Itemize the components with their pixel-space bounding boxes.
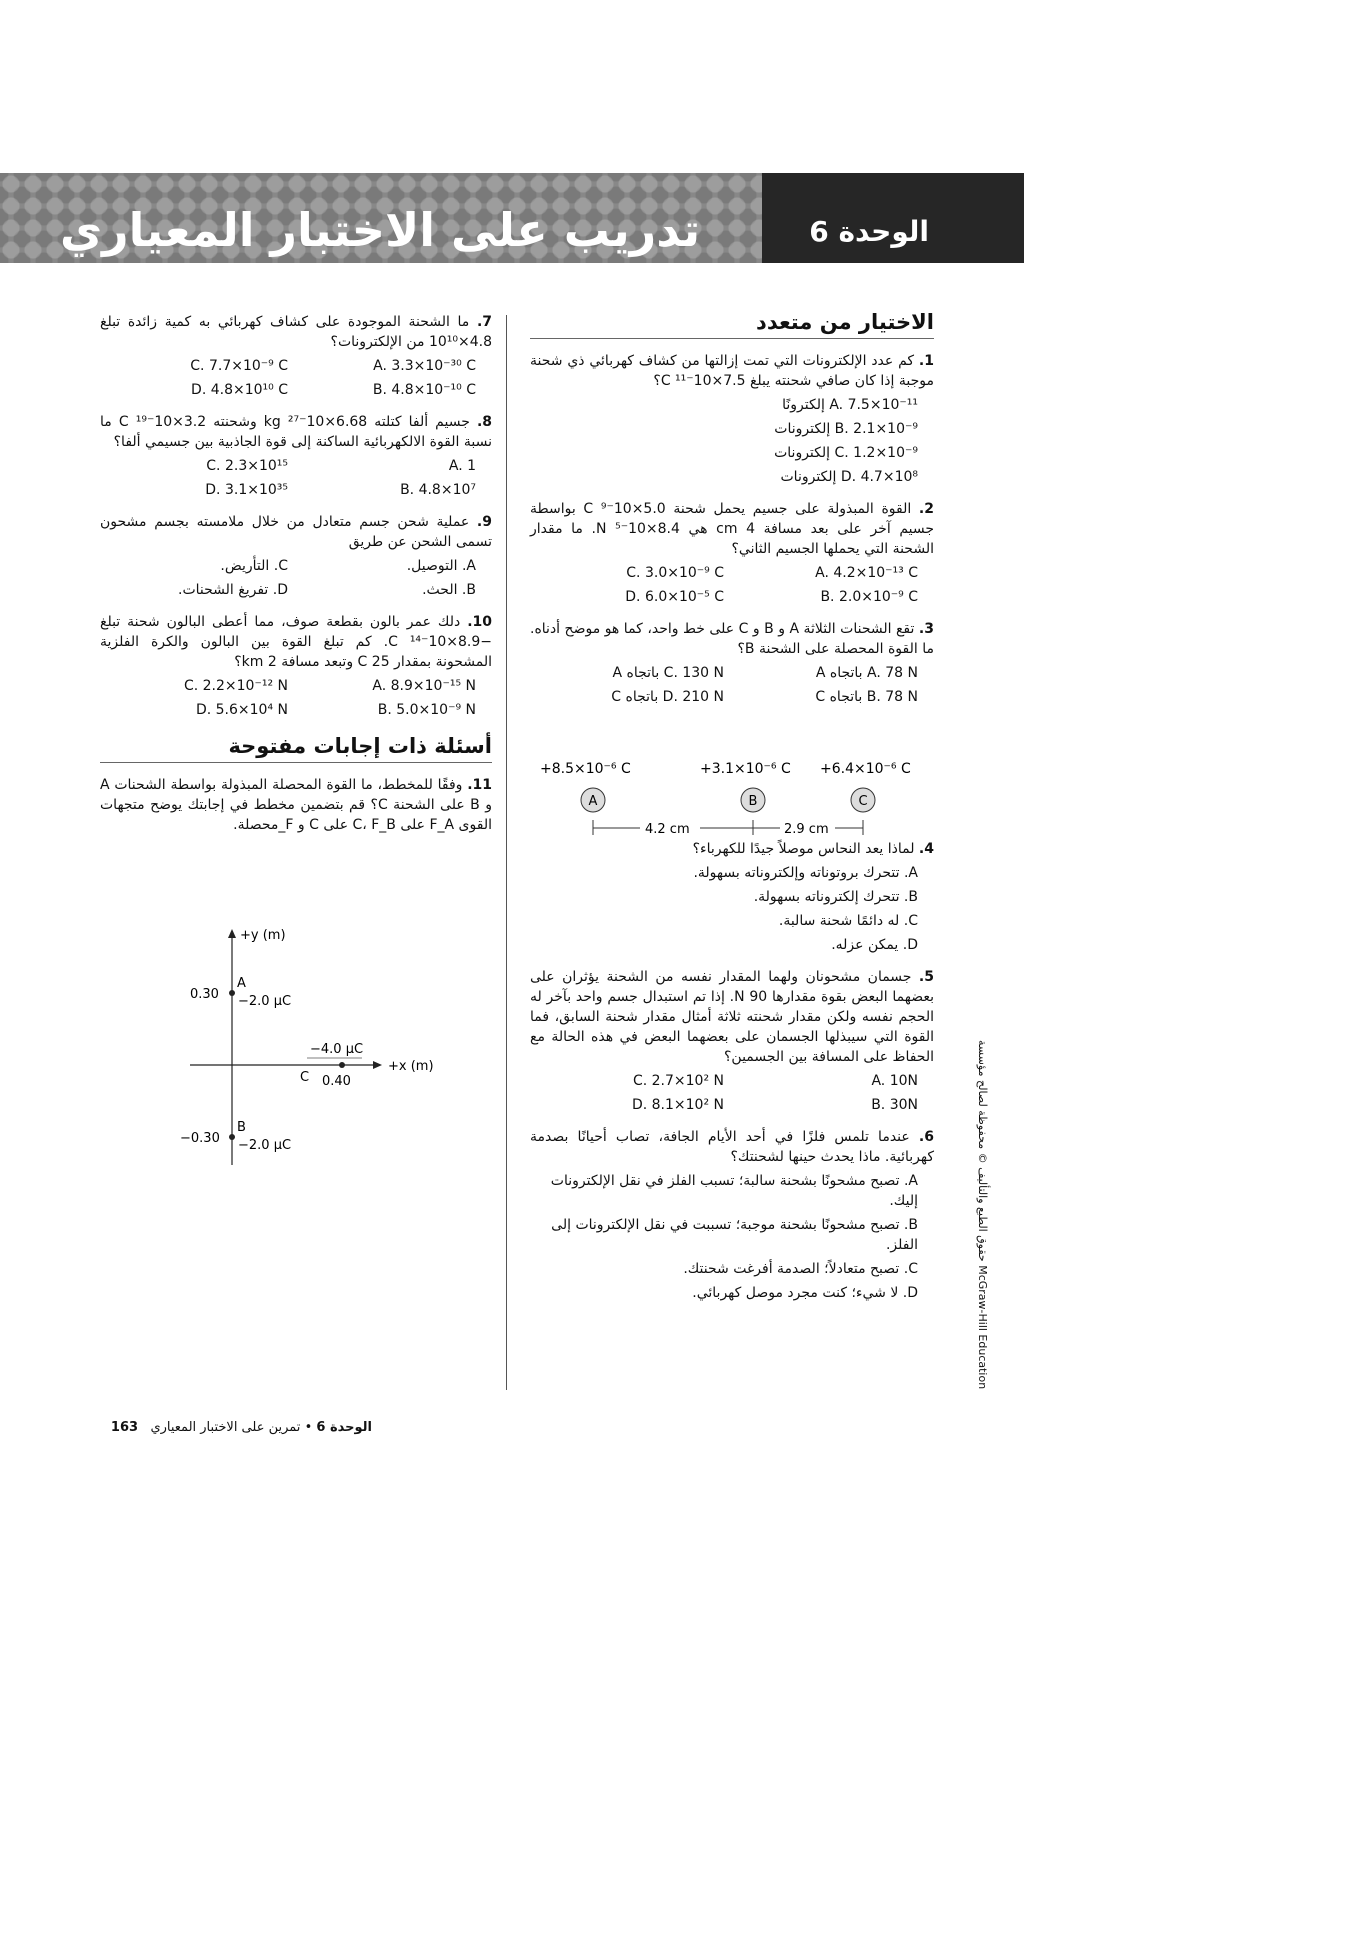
option[interactable]: D. 210 N باتجاه C (611, 689, 724, 705)
point-a-label: A (237, 976, 246, 991)
footer-title: تمرين على الاختبار المعياري (150, 1420, 301, 1435)
option[interactable]: D. لا شيء؛ كنت مجرد موصل كهربائي. (692, 1285, 918, 1301)
question-number: 3. (918, 621, 934, 637)
charge-c-value: +6.4×10⁻⁶ C (820, 761, 911, 777)
option[interactable]: A. 10N (871, 1073, 918, 1089)
question-2 (530, 499, 934, 607)
charge-b-label: B (748, 794, 758, 809)
left-column (100, 312, 492, 847)
question-3 (530, 619, 934, 707)
option[interactable]: B. 4.8×10⁻¹⁰ C (372, 382, 476, 398)
point-a-y: 0.30 (190, 987, 219, 1002)
y-axis-arrow (228, 929, 236, 938)
option[interactable]: A. 8.9×10⁻¹⁵ N (372, 678, 476, 694)
point-c-charge: −4.0 μC (310, 1042, 364, 1057)
footer-unit: الوحدة 6 (316, 1420, 372, 1435)
option[interactable]: D. 4.8×10¹⁰ C (191, 382, 288, 398)
section-rule (530, 338, 934, 339)
option[interactable]: B. 5.0×10⁻⁹ N (377, 702, 476, 718)
point-c-x: 0.40 (322, 1074, 351, 1089)
page-footer (72, 1420, 372, 1435)
page-title: تدريب على الاختبار المعياري (60, 203, 701, 257)
question-number: 11. (467, 777, 493, 793)
option[interactable]: C. 2.3×10¹⁵ (206, 458, 288, 474)
question-text: دلك عمر بالون بقطعة صوف، مما أعطى البالون شحنة تبلغ −8.9×10⁻¹⁴ C. كم تبلغ القوة بين البالون والكرة الفلزية المشحونة بمقدار 25 C وتبعد مسافة 2 km؟ (100, 614, 492, 670)
option[interactable]: B. 2.0×10⁻⁹ C (820, 589, 918, 605)
column-divider (506, 315, 507, 1390)
option[interactable]: C. له دائمًا شحنة سالبة. (778, 913, 918, 929)
x-axis-label: +x (m) (388, 1059, 434, 1074)
point-c-label: C (300, 1070, 310, 1085)
charge-b-value: +3.1×10⁻⁶ C (700, 761, 791, 777)
copyright-sidebar (975, 1040, 995, 1420)
question-text: ما الشحنة الموجودة على كشاف كهربائي به كمية زائدة تبلغ 4.8×10¹⁰ من الإلكترونات؟ (100, 314, 492, 350)
copyright-text: حقوق الطبع والتأليف © محفوظة لصالح مؤسسة McGraw-Hill Education (976, 1040, 989, 1390)
option[interactable]: A. تصبح مشحونًا بشحنة سالبة؛ تسبب الفلز في نقل الإلكترونات إليك. (550, 1173, 918, 1209)
option[interactable]: B. 30N (871, 1097, 918, 1113)
y-axis-label: +y (m) (240, 928, 286, 943)
option[interactable]: D. 3.1×10³⁵ (205, 482, 288, 498)
page-number: 163 (110, 1420, 139, 1435)
option[interactable]: B. الحث. (422, 582, 476, 598)
option[interactable]: C. 2.7×10² N (632, 1073, 724, 1089)
question-text: القوة المبذولة على جسيم يحمل شحنة 5.0×10⁻⁹ C بواسطة جسيم آخر على بعد مسافة 4 cm هي 8.4×10⁻⁵ N. ما مقدار الشحنة التي يحملها الجسيم الثاني؟ (530, 501, 935, 557)
question-number: 10. (467, 614, 492, 630)
question-4 (530, 839, 934, 955)
option[interactable]: C. 7.7×10⁻⁹ C (190, 358, 288, 374)
question-number: 5. (918, 969, 934, 985)
question-text: كم عدد الإلكترونات التي تمت إزالتها من كشاف كهربائي ذي شحنة موجبة إذا كان صافي شحنته يبلغ 7.5×10⁻¹¹ C؟ (530, 353, 934, 389)
unit-label: الوحدة 6 (809, 215, 929, 248)
option[interactable]: A. تتحرك بروتوناته وإلكتروناته بسهولة. (693, 865, 918, 881)
option[interactable]: D. 6.0×10⁻⁵ C (625, 589, 724, 605)
question-text: لماذا يعد النحاس موصلاً جيدًا للكهرباء؟ (692, 841, 915, 857)
question-number: 2. (918, 501, 934, 517)
question-7 (100, 312, 492, 400)
question-number: 4. (918, 841, 934, 857)
question-5 (530, 967, 934, 1115)
section-heading-open: أسئلة ذات إجابات مفتوحة (228, 734, 492, 758)
distance-ab: 4.2 cm (645, 822, 690, 837)
option[interactable]: A. التوصيل. (406, 558, 476, 574)
question-text: جسمان مشحونان ولهما المقدار نفسه من الشحنة يؤثران على بعضهما البعض بقوة مقدارها 90 N. إذا تم استبدال جسم واحد بآخر له الحجم نفسه ولكن مقدار شحنته ثلاثة أمثال مقدار شحنة السابق، فما القوة التي سيبذلها الجسمان على بعضهما البعض في هذه الحالة مع الحفاظ على المسافة بين الجسمين؟ (530, 969, 934, 1065)
option[interactable]: A. 3.3×10⁻³⁰ C (373, 358, 476, 374)
option[interactable]: A. 1 (448, 458, 476, 474)
question-text: جسيم ألفا كتلته 6.68×10⁻²⁷ kg وشحنته 3.2×10⁻¹⁹ C ما نسبة القوة الالكهربائية الساكنة إلى قوة الجاذبية بين جسيمي ألفا؟ (100, 414, 492, 450)
question-number: 7. (476, 314, 493, 330)
option[interactable]: B. 78 N باتجاه C (815, 689, 918, 705)
question-text: عندما تلمس فلزًا في أحد الأيام الجافة، تصاب أحيانًا بصدمة كهربائية. ماذا يحدث حينها لشحنتك؟ (530, 1129, 934, 1165)
option[interactable]: D. 4.7×10⁸ إلكترونات (780, 469, 918, 485)
charge-c-label: C (858, 794, 868, 809)
option[interactable]: D. تفريغ الشحنات. (178, 582, 288, 598)
option[interactable]: B. تصبح مشحونًا بشحنة موجبة؛ تسببت في نقل الإلكترونات إلى الفلز. (551, 1217, 918, 1253)
option[interactable]: A. 7.5×10⁻¹¹ إلكترونًا (782, 397, 918, 413)
footer-bullet: • (304, 1420, 313, 1435)
option[interactable]: D. 8.1×10² N (631, 1097, 724, 1113)
question-number: 8. (476, 414, 493, 430)
point-a-charge: −2.0 μC (238, 994, 292, 1009)
question-number: 9. (476, 514, 492, 530)
charge-a-label: A (588, 794, 598, 809)
option[interactable]: C. 3.0×10⁻⁹ C (626, 565, 724, 581)
question-text: عملية شحن جسم متعادل من خلال ملامسته بجسم مشحون تسمى الشحن عن طريق (100, 514, 492, 550)
option[interactable]: C. 2.2×10⁻¹² N (183, 678, 288, 694)
question-number: 1. (918, 353, 934, 369)
option[interactable]: B. 2.1×10⁻⁹ إلكترونات (774, 421, 918, 437)
question-text: تقع الشحنات الثلاثة A و B و C على خط واحد، كما هو موضح أدناه. ما القوة المحصلة على الشحنة B؟ (530, 621, 934, 657)
option[interactable]: D. 5.6×10⁴ N (195, 702, 288, 718)
option[interactable]: B. تتحرك إلكتروناته بسهولة. (753, 889, 918, 905)
question-8 (100, 412, 492, 500)
question-6 (530, 1127, 934, 1303)
unit-box (762, 173, 1024, 263)
option[interactable]: A. 4.2×10⁻¹³ C (815, 565, 918, 581)
section-rule (100, 762, 492, 763)
question-10 (100, 612, 492, 720)
option[interactable]: C. 1.2×10⁻⁹ إلكترونات (774, 445, 918, 461)
question-1 (530, 351, 934, 487)
point-b-charge: −2.0 μC (238, 1138, 292, 1153)
x-axis-arrow (373, 1061, 382, 1069)
option[interactable]: C. التأريض. (220, 558, 288, 574)
point-a (229, 990, 235, 996)
distance-bc: 2.9 cm (784, 822, 829, 837)
option[interactable]: A. 78 N باتجاه A (815, 665, 918, 681)
charges-line-diagram (540, 755, 940, 855)
point-b (229, 1134, 235, 1140)
charge-a-value: +8.5×10⁻⁶ C (540, 761, 631, 777)
question-11 (100, 775, 492, 835)
question-text: وفقًا للمخطط، ما القوة المحصلة المبذولة بواسطة الشحنات A و B على الشحنة C؟ قم بتضمين مخطط في إجابتك يوضح متجهات القوى F_A على C، F_B على C و F_محصلة. (100, 777, 492, 833)
point-c (339, 1062, 345, 1068)
option[interactable]: D. يمكن عزله. (831, 937, 918, 953)
banner-pattern (0, 173, 762, 263)
point-b-y: −0.30 (180, 1131, 220, 1146)
question-number: 6. (918, 1129, 934, 1145)
section-heading-mcq: الاختيار من متعدد (756, 310, 934, 334)
header-banner (0, 173, 1024, 263)
coordinate-diagram (170, 925, 450, 1175)
point-b-label: B (237, 1120, 246, 1135)
option[interactable]: C. تصبح متعادلاً؛ الصدمة أفرغت شحنتك. (683, 1261, 918, 1277)
question-9 (100, 512, 492, 600)
option[interactable]: C. 130 N باتجاه A (612, 665, 724, 681)
option[interactable]: B. 4.8×10⁷ (400, 482, 476, 498)
